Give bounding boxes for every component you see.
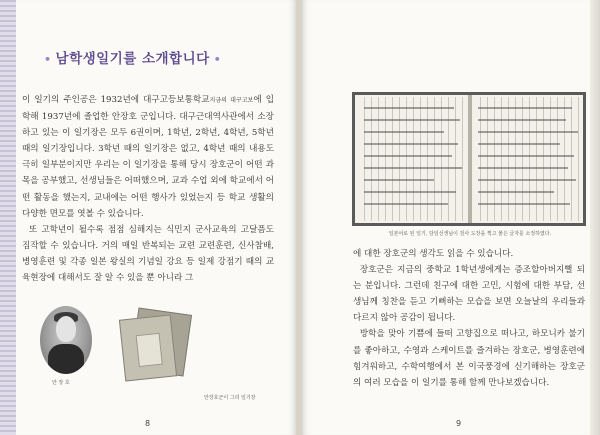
handwriting-line: [364, 203, 448, 205]
handwriting-line: [364, 167, 462, 169]
diary-pages: [355, 95, 583, 223]
handwriting-line: [364, 131, 444, 133]
portrait-caption: 안 장 호: [52, 380, 70, 386]
handwriting-line: [364, 191, 456, 193]
handwriting-line: [364, 119, 460, 121]
paragraph-text: 이 일기의 주인공은 1932년에 대구고등보통학교: [22, 95, 210, 105]
page-edge: [590, 0, 600, 435]
page-number-right: 9: [456, 419, 462, 428]
title-text: 남학생일기를 소개합니다: [55, 51, 210, 67]
handwriting-line: [364, 179, 434, 181]
handwriting-line: [478, 167, 568, 169]
left-page: [0, 0, 296, 435]
page-number-left: 8: [145, 419, 151, 428]
handwriting-line: [478, 203, 570, 205]
book-label: [136, 333, 163, 367]
handwriting-line: [364, 155, 452, 157]
handwriting-line: [478, 143, 560, 145]
title-bullet-right: •: [213, 53, 222, 66]
annotation-small: 지금의 대구고보: [209, 97, 254, 104]
book-caption: 안장호군이 그리 일기장: [204, 395, 256, 401]
handwriting-line: [478, 131, 578, 133]
right-body-text: [353, 246, 585, 391]
handwriting-line: [364, 143, 458, 145]
paragraph: 에 대한 장호군의 생각도 읽을 수 있습니다.: [353, 249, 514, 259]
handwriting-line: [364, 107, 454, 109]
handwriting-line: [478, 179, 576, 181]
book-front: [119, 314, 177, 381]
paragraph: 또 고학년이 될수록 점점 심해지는 식민지 군사교육의 고달픔도 짐작할 수 있습니다. 거의 매일 반복되는 교련 교련훈련, 신사참배, 병영훈련 및 각종 일본 왕실의 기념일 강요 등 일제 강점기 때의 교육현장에 대해서도 잘 알 수 있을 뿐 아니라 그: [22, 224, 274, 284]
paragraph-text-continued: 에 입학해 1937년에 졸업한 안장호 군입니다. 대구근대역사관에서 소장하고 있는 이 일기장은 모두 6권이며, 1학년, 2학년, 4학년, 5학년 때의 일기장입니다. 3학년 때의 일기장은 없고, 4학년 때의 내용도 극히 일부분이지만 우리는 이 일기장을 통해 당시 장호군이 어떤 과목을 공부했고, 선생님들은 어떠했으며, 교과 수업 외에 학교에서 어떤 활동을 했는지, 교내에는 어떤 행사가 있었는지 등 학교 생활의 다양한 면모를 엿볼 수 있습니다.: [22, 95, 275, 219]
handwriting-line: [478, 191, 554, 193]
open-diary-photo: [352, 92, 586, 226]
diary-right-half: [474, 97, 584, 221]
paragraph: 장호군은 지금의 중학교 1학년생에게는 증조할아버지뻘 되는 분입니다. 그런데 친구에 대한 고민, 시험에 대한 부담, 선생님께 칭찬을 듣고 기뻐하는 모습을 보면 오늘날의 우리들과 다르지 않아 공감이 됩니다.: [353, 265, 585, 324]
portrait-face: [56, 316, 76, 342]
paragraph: [22, 92, 274, 222]
diary-fold: [468, 95, 472, 223]
handwriting-line: [478, 119, 566, 121]
paragraph: 방학을 맞아 기쁨에 들떠 고향집으로 떠나고, 하모니카 불기를 좋아하고, 수영과 스케이트를 즐겨하는 장호군, 병영훈련에 힘겨워하고, 수학여행에서 본 이국풍경에 신기해하는 장호군의 여러 모습을 이 일기를 통해 함께 만나보겠습니다.: [353, 329, 585, 388]
diary-left-half: [358, 97, 468, 221]
page-title: [40, 47, 280, 67]
student-portrait-photo: [40, 306, 92, 374]
title-bullet-left: •: [44, 53, 52, 66]
spiral-binding: [0, 0, 16, 435]
portrait-uniform: [48, 344, 84, 374]
handwriting-line: [478, 155, 574, 157]
diary-books-photo: [122, 311, 194, 377]
diary-photo-caption: 일본어로 된 일기, 담임선생님이 검사 도장을 찍고 붉은 글자를 소정하였다.: [388, 231, 552, 237]
handwriting-line: [478, 107, 572, 109]
left-body-text: [22, 92, 274, 286]
